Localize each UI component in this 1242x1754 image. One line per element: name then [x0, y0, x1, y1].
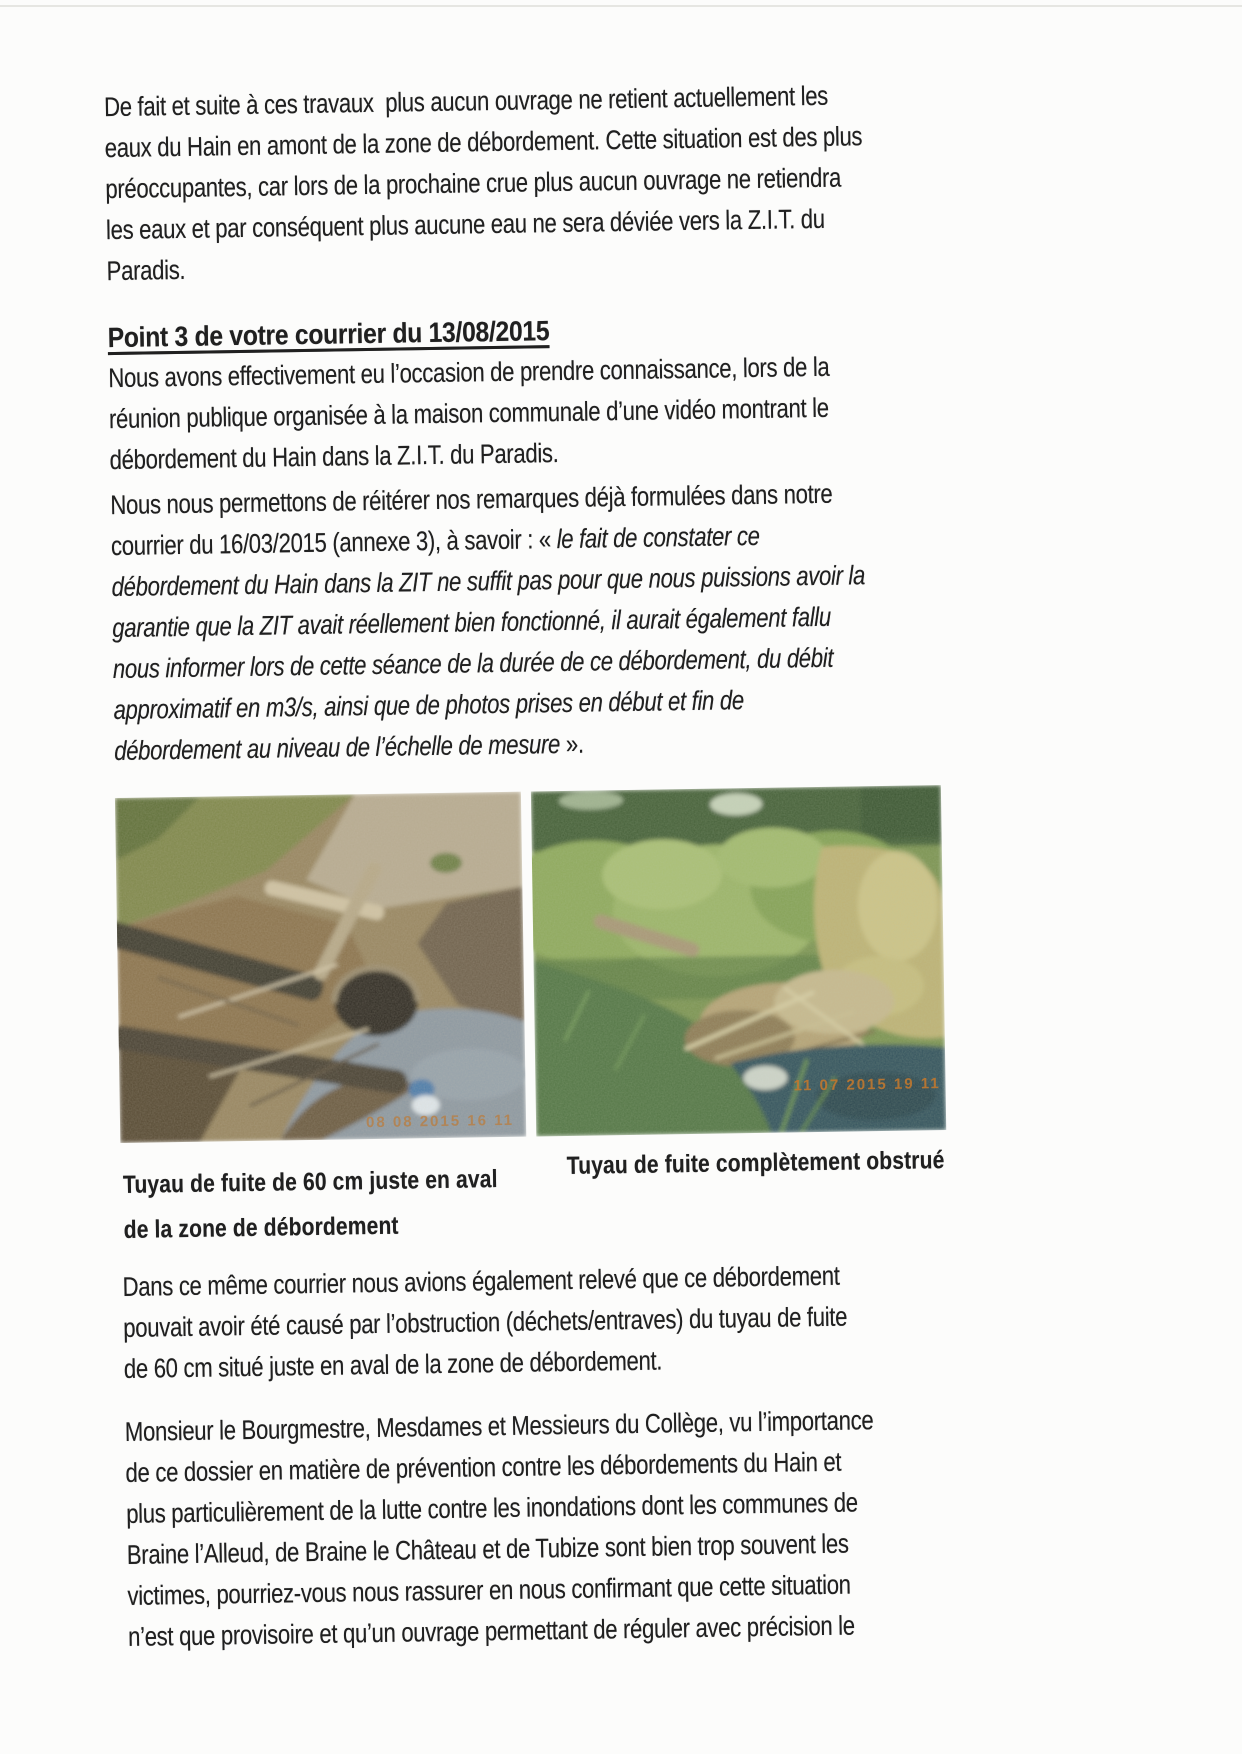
- remarks-quote-text: le fait de constater ce débordement du Hain dans la ZIT ne suffit pas pour que nous puissions avoir la garantie que la ZIT avait réellement bien fonctionné, il aurait également fallu nous informer lors de cette séance de la durée de ce débordement, du débit approximatif en m3/s, ainsi que de photos prises en début et fin de débordement au niveau de l’échelle de mesure: [111, 520, 866, 767]
- remarks-paragraph: [110, 469, 1131, 772]
- remarks-quote-close: ».: [559, 728, 584, 760]
- courrier-paragraph: Dans ce même courrier nous avions également relevé que ce débordement pouvait avoir été causé par l’obstruction (déchets/entraves) du tuyau de fuite de 60 cm situé juste en aval de la zone de débordement.: [122, 1260, 848, 1384]
- remarks-intro-text: Nous nous permettons de réitérer nos remarques déjà formulées dans notre courrier du 16/03/2015 (annexe 3), à savoir : «: [110, 478, 833, 562]
- photo-left-caption: Tuyau de fuite de 60 cm juste en aval de la zone de débordement: [122, 1165, 498, 1244]
- photo-left: [115, 792, 526, 1143]
- photo-row: [115, 782, 1160, 1143]
- photo-left-image: [115, 792, 526, 1143]
- section-heading: Point 3 de votre courrier du 13/08/2015: [107, 315, 550, 354]
- caption-row: [121, 1147, 1162, 1259]
- reunion-paragraph: Nous avons effectivement eu l’occasion de prendre connaissance, lors de la réunion publique organisée à la maison communale d’une vidéo montrant le débordement du Hain dans la Z.I.T. du Paradis.: [108, 351, 830, 476]
- scanned-letter-page: [104, 71, 1169, 1658]
- photo-right: [531, 785, 946, 1136]
- photo-right-timestamp: 11 07 2015 19 11: [793, 1075, 941, 1095]
- photo-right-image: [531, 785, 946, 1136]
- closing-paragraph: Monsieur le Bourgmestre, Mesdames et Messieurs du Collège, vu l’importance de ce dossier en matière de prévention contre les débordements du Hain et plus particulièrement de la lutte contre les inondations dont les communes de Braine l’Alleud, de Braine le Château et de Tubize sont bien trop souvent les victimes, pourriez-vous nous rassurer en nous confirmant que cette situation n’est que provisoire et qu’un ouvrage permettant de réguler avec précision le: [124, 1405, 874, 1652]
- photo-left-timestamp: 08 08 2015 16 11: [365, 1111, 515, 1132]
- scan-edge-artifact: [0, 5, 1242, 7]
- intro-paragraph: De fait et suite à ces travaux plus aucun ouvrage ne retient actuellement les eaux du Hain en amont de la zone de débordement. Cette situation est des plus préoccupantes, car lors de la prochaine crue plus aucun ouvrage ne retiendra les eaux et par conséquent plus aucune eau ne sera déviée vers la Z.I.T. du Paradis.: [103, 80, 863, 287]
- photo-right-caption: Tuyau de fuite complètement obstrué: [566, 1146, 945, 1180]
